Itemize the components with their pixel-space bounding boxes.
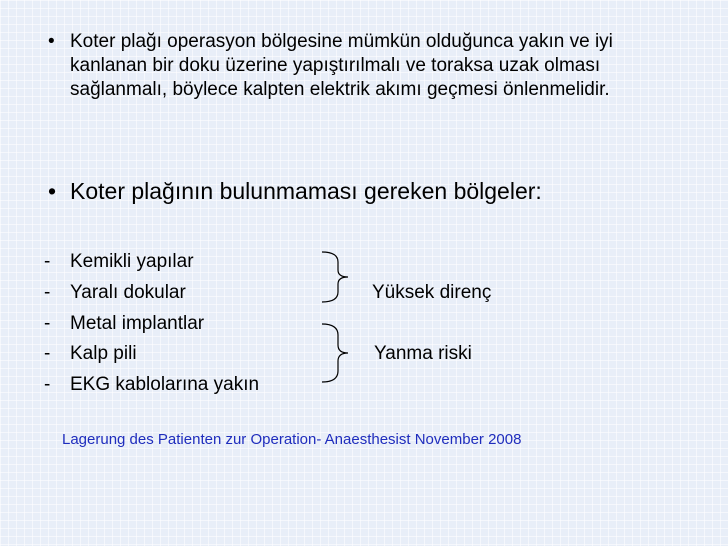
brace-high-resistance	[318, 250, 358, 304]
dash-mark: -	[44, 313, 51, 334]
label-high-resistance: Yüksek direnç	[372, 282, 492, 303]
list-item-text: Yaralı dokular	[70, 282, 186, 303]
list-item	[44, 373, 259, 397]
citation-source: Lagerung des Patienten zur Operation- Anaesthesist November 2008	[62, 431, 522, 448]
brace-burn-risk	[318, 322, 358, 384]
bullet-text: Koter plağının bulunmaması gereken bölgeler:	[70, 178, 542, 204]
bullet-mark: •	[48, 178, 57, 204]
bullet-mark: •	[48, 31, 55, 52]
list-item-text: Metal implantlar	[70, 313, 205, 334]
list-item-text: EKG kablolarına yakın	[70, 374, 260, 395]
list-item	[44, 342, 137, 366]
list-item	[44, 281, 186, 305]
label-burn-risk: Yanma riski	[374, 343, 472, 364]
dash-mark: -	[44, 374, 51, 395]
list-item	[44, 250, 194, 274]
dash-mark: -	[44, 343, 51, 364]
bullet-paragraph-2	[48, 176, 688, 206]
dash-mark: -	[44, 251, 51, 272]
list-item	[44, 312, 204, 336]
bullet-text: Koter plağı operasyon bölgesine mümkün olduğunca yakın ve iyi kanlanan bir doku üzerine yapıştırılmalı ve toraksa uzak olması sağlanmalı, böylece kalpten elektrik akımı geçmesi önlenmelidir.	[70, 31, 613, 100]
list-item-text: Kalp pili	[70, 343, 137, 364]
dash-mark: -	[44, 282, 51, 303]
list-item-text: Kemikli yapılar	[70, 251, 194, 272]
bullet-paragraph-1	[48, 30, 688, 102]
